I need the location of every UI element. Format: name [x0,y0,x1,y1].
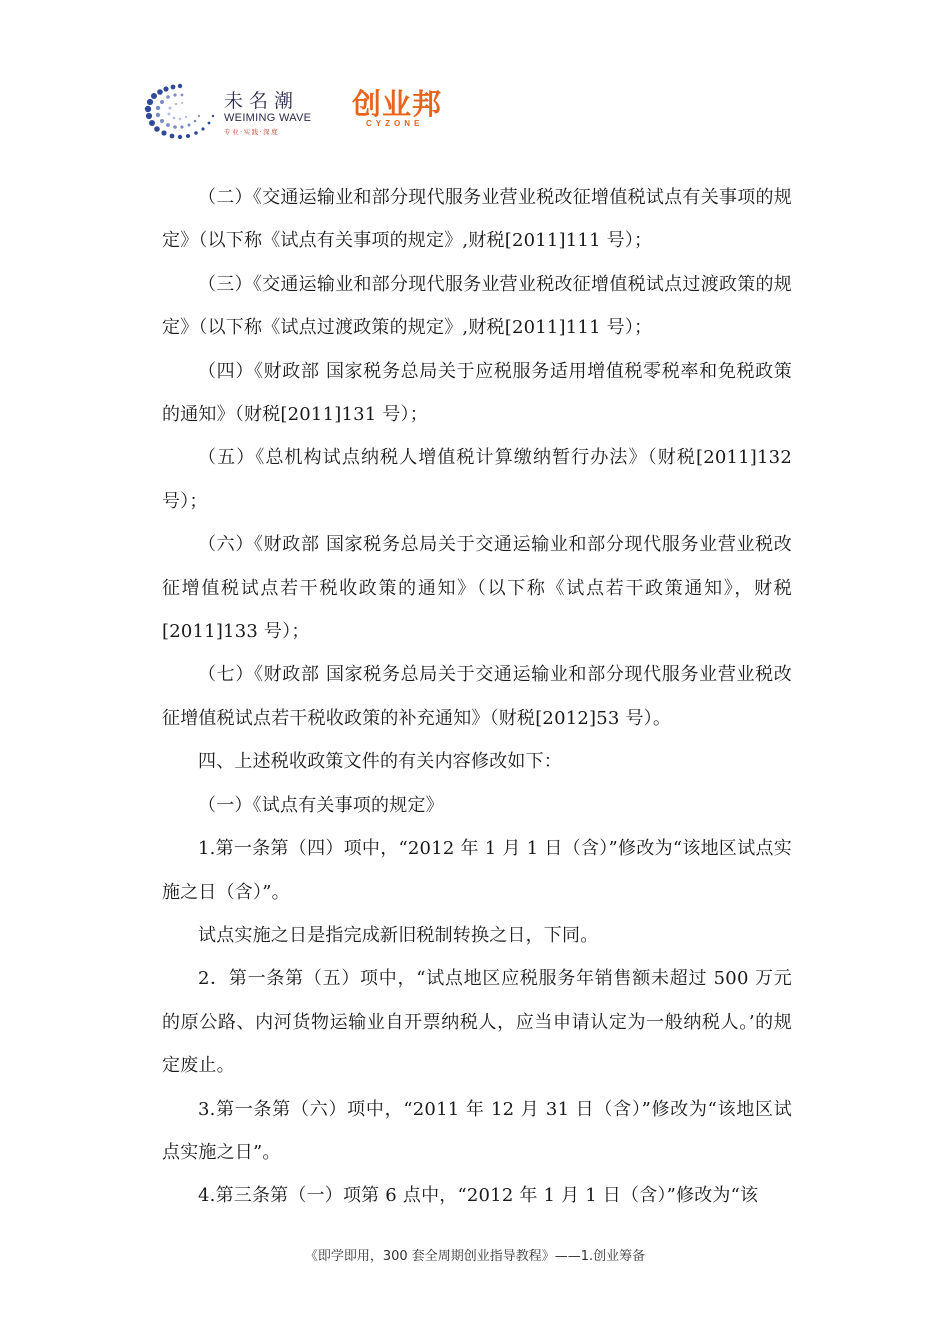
document-body [162,176,792,1218]
subsection-heading: （一）《试点有关事项的规定》 [198,794,444,816]
wave-swirl-icon [140,78,220,142]
paragraph: 4.第三条第（一）项第 6 点中，“2012 年 1 月 1 日（含）”修改为“该 [198,1185,759,1207]
paragraph: （四）《财政部 国家税务总局关于应税服务适用增值税零税率和免税政策的通知》（财税[2011]131 号）； [162,360,792,426]
paragraph: （五）《总机构试点纳税人增值税计算缴纳暂行办法》（财税[2011]132 号）； [162,447,792,512]
paragraph: 试点实施之日是指完成新旧税制转换之日，下同。 [198,924,599,946]
page-header [140,78,480,142]
weiming-wave-logo [140,78,340,142]
paragraph: 2．第一条第（五）项中，“试点地区应税服务年销售额未超过 500 万元的原公路、内河货物运输业自开票纳税人，应当申请认定为一般纳税人。’的规定废止。 [162,968,792,1077]
page-footer: 《即学即用，300 套全周期创业指导教程》——1.创业筹备 [304,1249,646,1264]
section-heading: 四、上述税收政策文件的有关内容修改如下： [198,751,562,773]
cyzone-name-en: CYZONE [366,119,424,128]
cyzone-name-cn: 创业邦 [352,87,443,121]
paragraph: 1.第一条第（四）项中，“2012 年 1 月 1 日（含）”修改为“该地区试点实施之日（含）”。 [162,838,792,903]
paragraph: 3.第一条第（六）项中，“2011 年 12 月 31 日（含）”修改为“该地区试点实施之日”。 [162,1098,792,1163]
paragraph: （六）《财政部 国家税务总局关于交通运输业和部分现代服务业营业税改征增值税试点若干税收政策的通知》（以下称《试点若干政策通知》，财税[2011]133 号）； [162,534,792,643]
paragraph: （七）《财政部 国家税务总局关于交通运输业和部分现代服务业营业税改征增值税试点若干税收政策的补充通知》（财税[2012]53 号）。 [162,664,792,729]
weiming-name-cn: 未名潮 [224,90,300,112]
paragraph: （二）《交通运输业和部分现代服务业营业税改征增值税试点有关事项的规定》（以下称《试点有关事项的规定》,财税[2011]111 号）； [162,187,792,252]
cyzone-logo [352,82,452,138]
weiming-tagline: 专业·实践·深度 [224,128,280,136]
weiming-name-en: WEIMING WAVE [224,112,312,124]
paragraph: （三）《交通运输业和部分现代服务业营业税改征增值税试点过渡政策的规定》（以下称《试点过渡政策的规定》,财税[2011]111 号）； [162,273,792,339]
